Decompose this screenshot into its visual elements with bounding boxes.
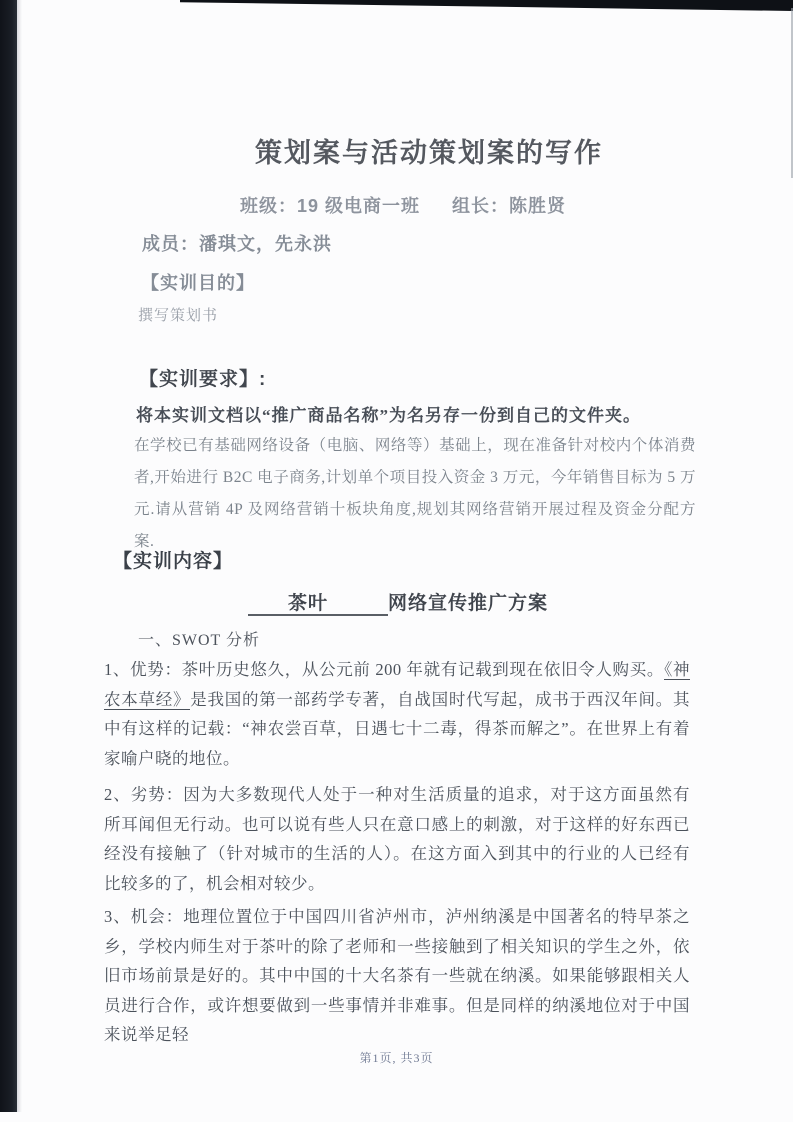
training-purpose-body: 撰写策划书	[138, 308, 219, 324]
weaknesses-paragraph: 2、劣势：因为大多数现代人处于一种对生活质量的追求，对于这方面虽然有所耳闻但无行动。也可以说有些人只在意口感上的刺激，对于这样的好东西已经没有接触了（针对城市的生活的人）。在这方面入到其中的行业的人已经有比较多的了，机会相对较少。	[104, 785, 690, 893]
strengths-tail: 是我国的第一部药学专著，自战国时代写起，成书于西汉年间。其中有这样的记载：“神农尝百草，日遇七十二毒，得茶而解之”。在世界上有着家喻户晓的地位。	[104, 689, 691, 768]
class-leader-line	[240, 192, 566, 218]
strengths-lead: 1、优势：茶叶历史悠久，从公元前 200 年就有记载到现在依旧令人购买。	[104, 660, 665, 679]
strengths-paragraph	[104, 655, 690, 773]
training-requirements-heading: 【实训要求】:	[139, 369, 267, 390]
leader-label: 组长：陈胜贤	[452, 196, 567, 216]
save-instruction-line: 将本实训文档以“推广商品名称”为名另存一份到自己的文件夹。	[136, 406, 641, 425]
class-label: 班级：19 级电商一班	[240, 196, 421, 216]
scan-edge-top	[180, 0, 793, 11]
page-indicator: 第1页, 共3页	[359, 1051, 434, 1065]
scan-edge-left-shadow	[17, 0, 22, 1112]
requirements-brief-paragraph: 在学校已有基础网络设备（电脑、网络等）基础上，现在准备针对校内个体消费者,开始进行 B2C 电子商务,计划单个项目投入资金 3 万元，今年销售目标为 5 万元.请从营销 4P 及网络营销十板块角度,规划其网络营销开展过程及资金分配方案.	[134, 437, 696, 550]
book-title-underlined: 《神农本草经》	[104, 660, 691, 709]
document-title: 策划案与活动策划案的写作	[255, 138, 603, 168]
training-content-heading: 【实训内容】	[113, 551, 234, 572]
scan-edge-left	[0, 0, 17, 1112]
plan-title-rest: 网络宣传推广方案	[388, 593, 549, 614]
opportunities-paragraph: 3、机会：地理位置位于中国四川省泸州市，泸州纳溪是中国著名的特早茶之乡，学校内师生对于茶叶的除了老师和一些接触到了相关知识的学生之外，依旧市场前景是好的。其中中国的十大名茶有一些就在纳溪。如果能够跟相关人员进行合作，或许想要做到一些事情并非难事。但是同样的纳溪地位对于中国来说举足轻	[104, 907, 690, 1044]
swot-analysis-heading: 一、SWOT 分析	[138, 632, 261, 649]
plan-title	[248, 588, 548, 615]
training-purpose-heading: 【实训目的】	[141, 273, 255, 293]
plan-subject-underlined: 茶叶	[248, 593, 389, 614]
members-line: 成员：潘琪文，先永洪	[142, 234, 332, 254]
